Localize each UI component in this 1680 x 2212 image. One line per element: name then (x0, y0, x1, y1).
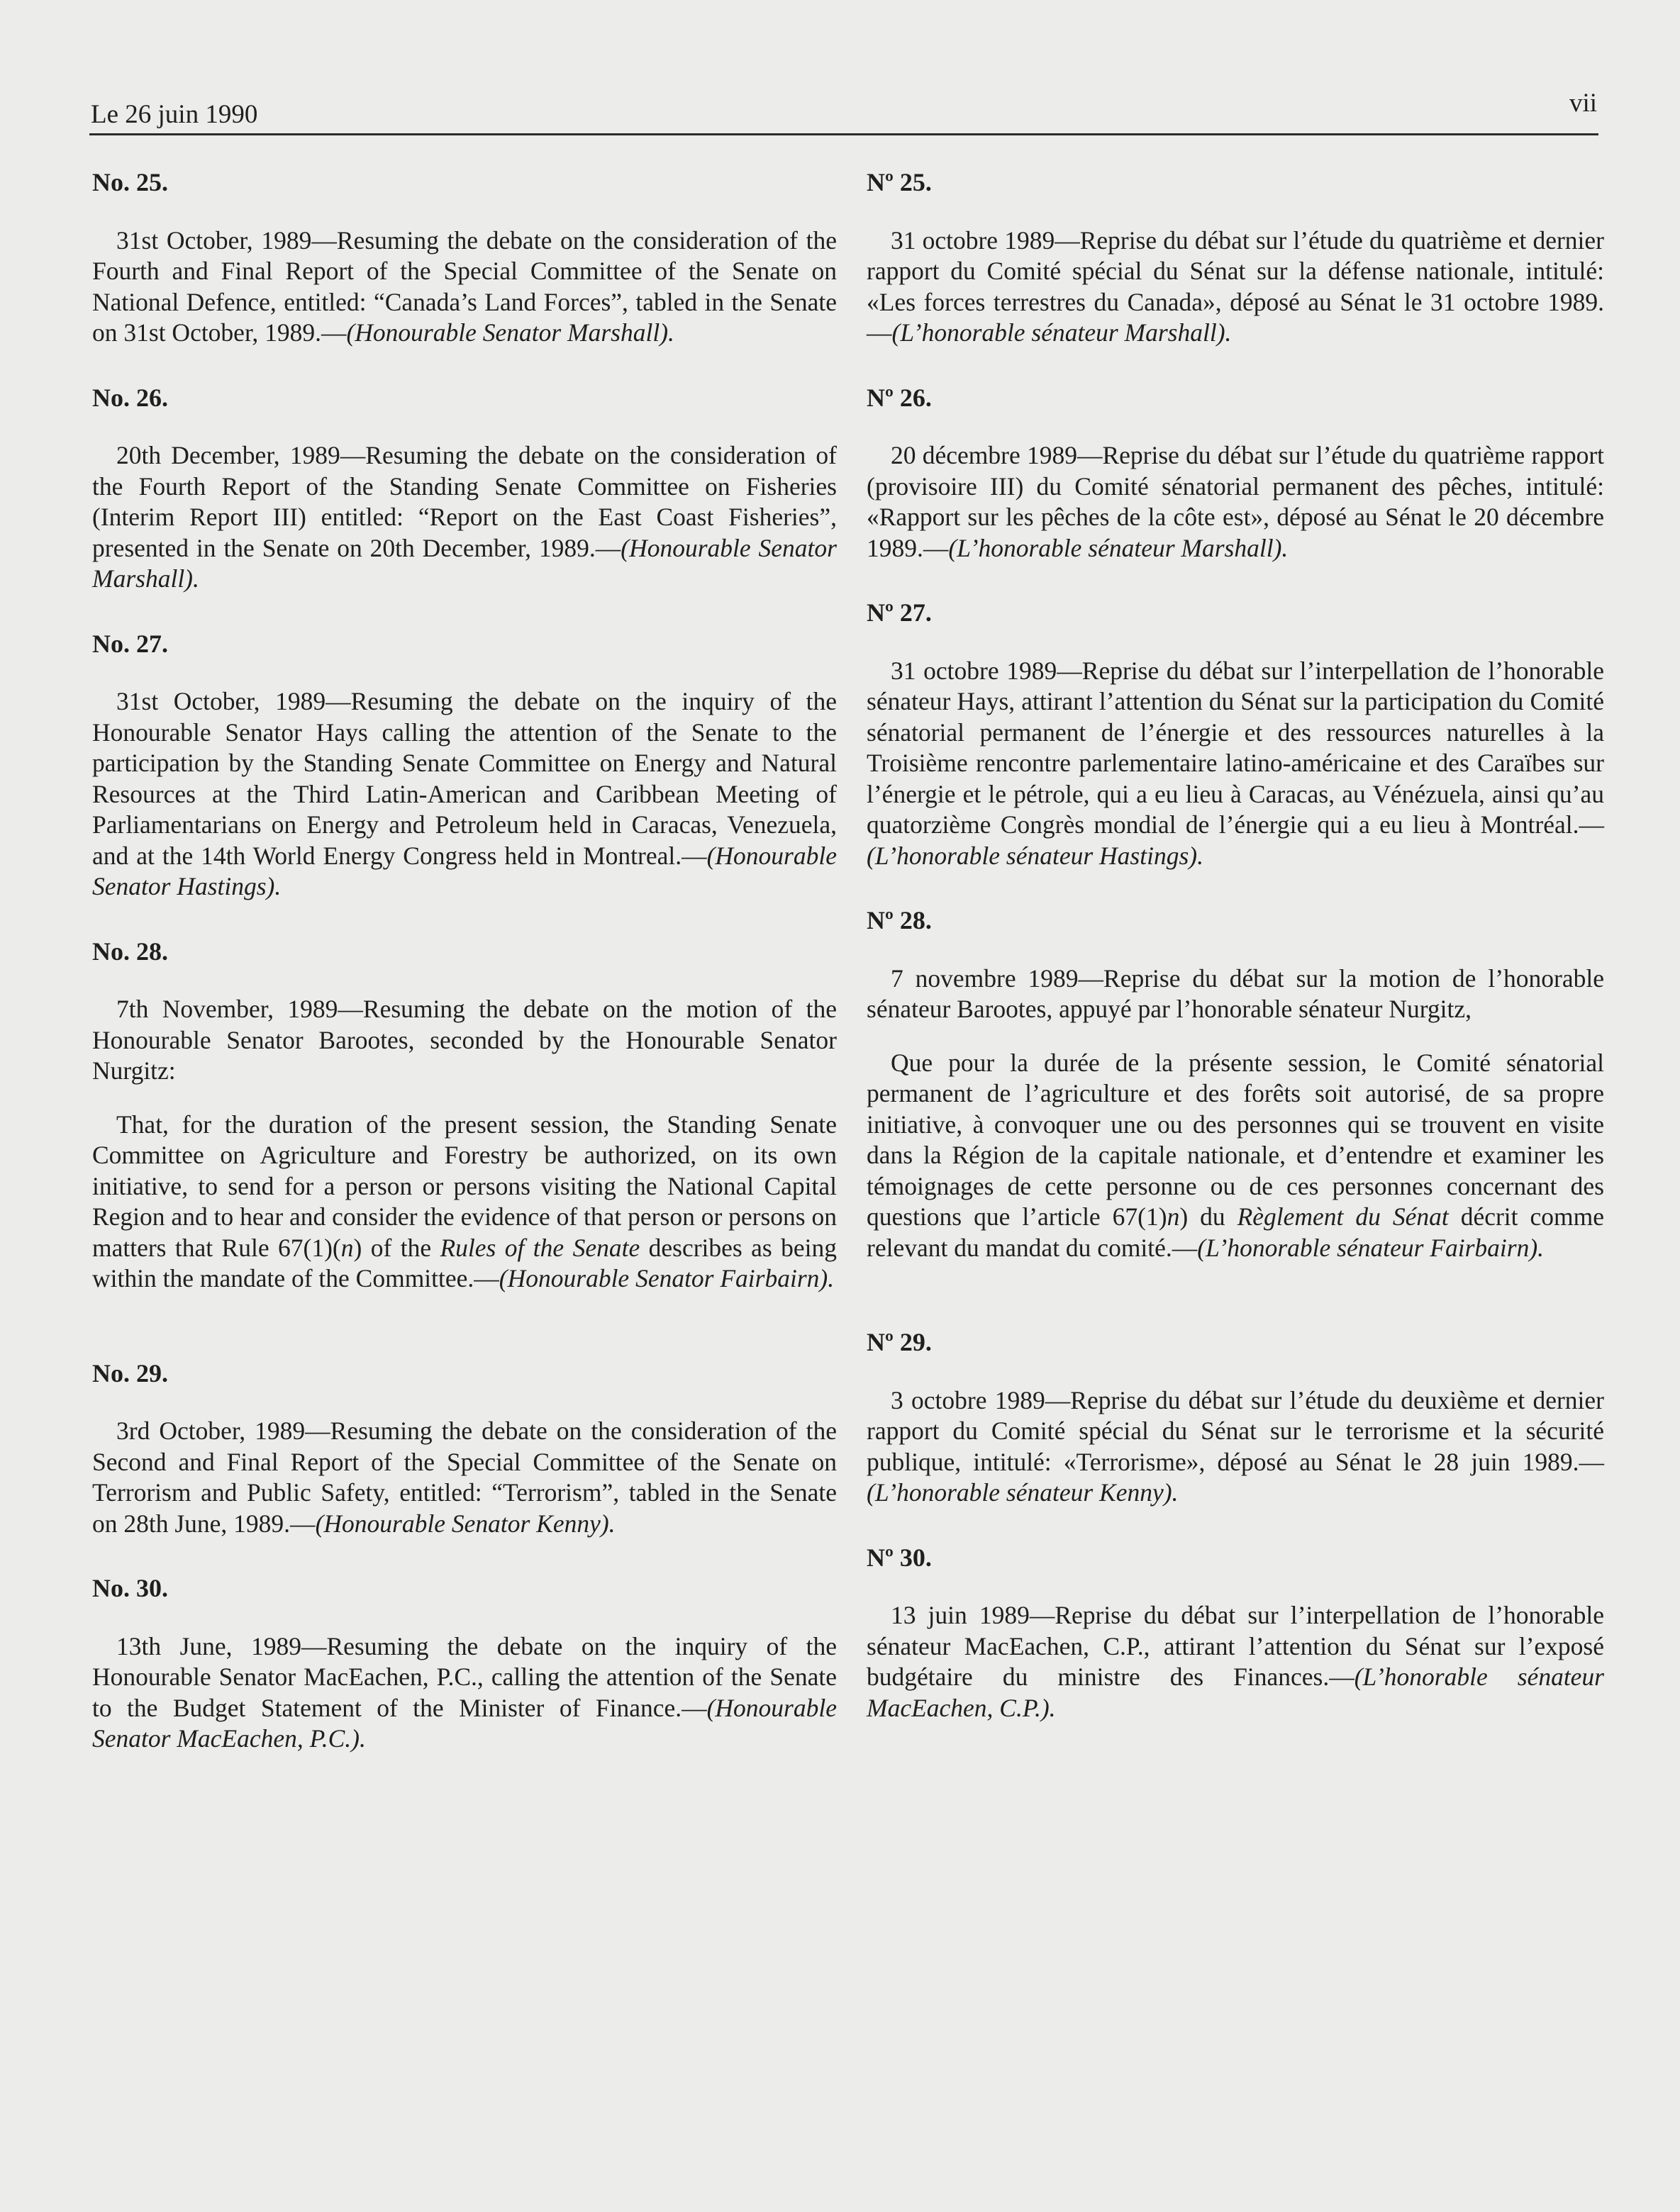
entry-number: No. 25. (92, 168, 168, 196)
header-rule (89, 133, 1598, 135)
entry-en-30 (92, 1573, 837, 1755)
entry-number: Nº 26. (867, 383, 932, 412)
entry-number: No. 30. (92, 1574, 168, 1602)
page-number: vii (1569, 89, 1597, 118)
entry-body: 31st October, 1989—Resuming the debate on the inquiry of the Honourable Senator Hays calling the attention of the Senate to the participation by the Standing Senate Committee on Energy and Natural Resources at the Third Latin-American and Caribbean Meeting of Parliamentarians on Energy and Petroleum held in Caracas, Venezuela, and at the 14th World Energy Congress held in Montreal.—(Honourable Senator Hastings). (92, 687, 837, 900)
entry-number: No. 26. (92, 383, 168, 412)
entry-body: 7 novembre 1989—Reprise du débat sur la motion de l’honorable sénateur Barootes, appuyé par l’honorable sénateur Nurgitz, (867, 963, 1604, 1023)
entry-body: 31st October, 1989—Resuming the debate on the consideration of the Fourth and Final Report of the Special Committee of the Senate on National Defence, entitled: “Canada’s Land Forces”, tabled in the Senate on 31st October, 1989.—(Honourable Senator Marshall). (92, 225, 837, 347)
entry-body: 3 octobre 1989—Reprise du débat sur l’étude du deuxième et dernier rapport du Comité spécial du Sénat sur le terrorisme et la sécurité publique, intitulé: «Terrorisme», déposé au Sénat le 28 juin 1989.—(L’honorable sénateur Kenny). (867, 1385, 1604, 1507)
entry-body: 7th November, 1989—Resuming the debate on the motion of the Honourable Senator Barootes, seconded by the Honourable Senator Nurgitz: (92, 995, 837, 1085)
entry-number: Nº 30. (867, 1543, 932, 1572)
entry-body: 13 juin 1989—Reprise du débat sur l’interpellation de l’honorable sénateur MacEachen, C.P., attirant l’attention du Sénat sur l’exposé budgétaire du ministre des Finances.—(L’honorable sénateur MacEachen, C.P.). (867, 1601, 1604, 1722)
english-column (92, 167, 837, 1755)
entry-fr-29 (867, 1327, 1604, 1509)
entry-fr-27 (867, 598, 1604, 871)
entry-number: Nº 25. (867, 168, 932, 196)
entry-body: 31 octobre 1989—Reprise du débat sur l’interpellation de l’honorable sénateur Hays, attirant l’attention du Sénat sur la participation du Comité sénatorial permanent de l’énergie et des ressources naturelles à la Troisième rencontre parlementaire latino-américaine et des Caraïbes sur l’énergie et le pétrole, qui a eu lieu à Caracas, au Vénézuela, ainsi qu’au quatorzième Congrès mondial de l’énergie qui a eu lieu à Montréal.—(L’honorable sénateur Hastings). (867, 656, 1604, 870)
entry-number: No. 28. (92, 937, 168, 966)
entry-fr-26 (867, 383, 1604, 564)
entry-number: No. 29. (92, 1358, 168, 1387)
entry-number: Nº 28. (867, 906, 932, 934)
entry-fr-25 (867, 167, 1604, 349)
entry-en-29 (92, 1358, 837, 1540)
entry-body: 3rd October, 1989—Resuming the debate on the consideration of the Second and Final Report of the Special Committee of the Senate on Terrorism and Public Safety, entitled: “Terrorism”, tabled in the Senate on 28th June, 1989.—(Honourable Senator Kenny). (92, 1417, 837, 1538)
entry-number: Nº 27. (867, 598, 932, 627)
entry-en-26 (92, 383, 837, 595)
motion-text: Que pour la durée de la présente session, le Comité sénatorial permanent de l’agriculture et des forêts soit autorisé, de sa propre initiative, à convoquer une ou des personnes qui se trouvent en visite dans la Région de la capitale nationale, et d’entendre et examiner les témoignages de cette personne ou de ces personnes concernant des questions que l’article 67(1)n) du Règlement du Sénat décrit comme relevant du mandat du comité.—(L’honorable sénateur Fairbairn). (867, 1048, 1604, 1262)
entry-body: 20th December, 1989—Resuming the debate on the consideration of the Fourth Report of the Standing Senate Committee on Fisheries (Interim Report III) entitled: “Report on the East Coast Fisheries”, presented in the Senate on 20th December, 1989.—(Honourable Senator Marshall). (92, 441, 837, 593)
entry-number: No. 27. (92, 629, 168, 658)
motion-text: That, for the duration of the present session, the Standing Senate Committee on Agriculture and Forestry be authorized, on its own initiative, to send for a person or persons visiting the National Capital Region and to hear and consider the evidence of that person or persons on matters that Rule 67(1)(n) of the Rules of the Senate describes as being within the mandate of the Committee.—(Honourable Senator Fairbairn). (92, 1110, 838, 1292)
french-column (867, 167, 1604, 1724)
entry-fr-28 (867, 905, 1604, 1263)
entry-body: 20 décembre 1989—Reprise du débat sur l’étude du quatrième rapport (provisoire III) du Comité sénatorial permanent des pêches, intitulé: «Rapport sur les pêches de la côte est», déposé au Sénat le 20 décembre 1989.—(L’honorable sénateur Marshall). (867, 441, 1604, 562)
entry-en-27 (92, 629, 837, 903)
entry-fr-30 (867, 1543, 1604, 1724)
entry-body: 31 octobre 1989—Reprise du débat sur l’étude du quatrième et dernier rapport du Comité spécial du Sénat sur la défense nationale, intitulé: «Les forces terrestres du Canada», déposé au Sénat le 31 octobre 1989.—(L’honorable sénateur Marshall). (867, 225, 1604, 347)
entry-en-25 (92, 167, 837, 349)
entry-number: Nº 29. (867, 1328, 932, 1356)
entry-body: 13th June, 1989—Resuming the debate on the inquiry of the Honourable Senator MacEachen, P.C., calling the attention of the Senate to the Budget Statement of the Minister of Finance.—(Honourable Senator MacEachen, P.C.). (92, 1631, 837, 1753)
entry-en-28 (92, 937, 837, 1295)
page-date: Le 26 juin 1990 (91, 100, 258, 129)
